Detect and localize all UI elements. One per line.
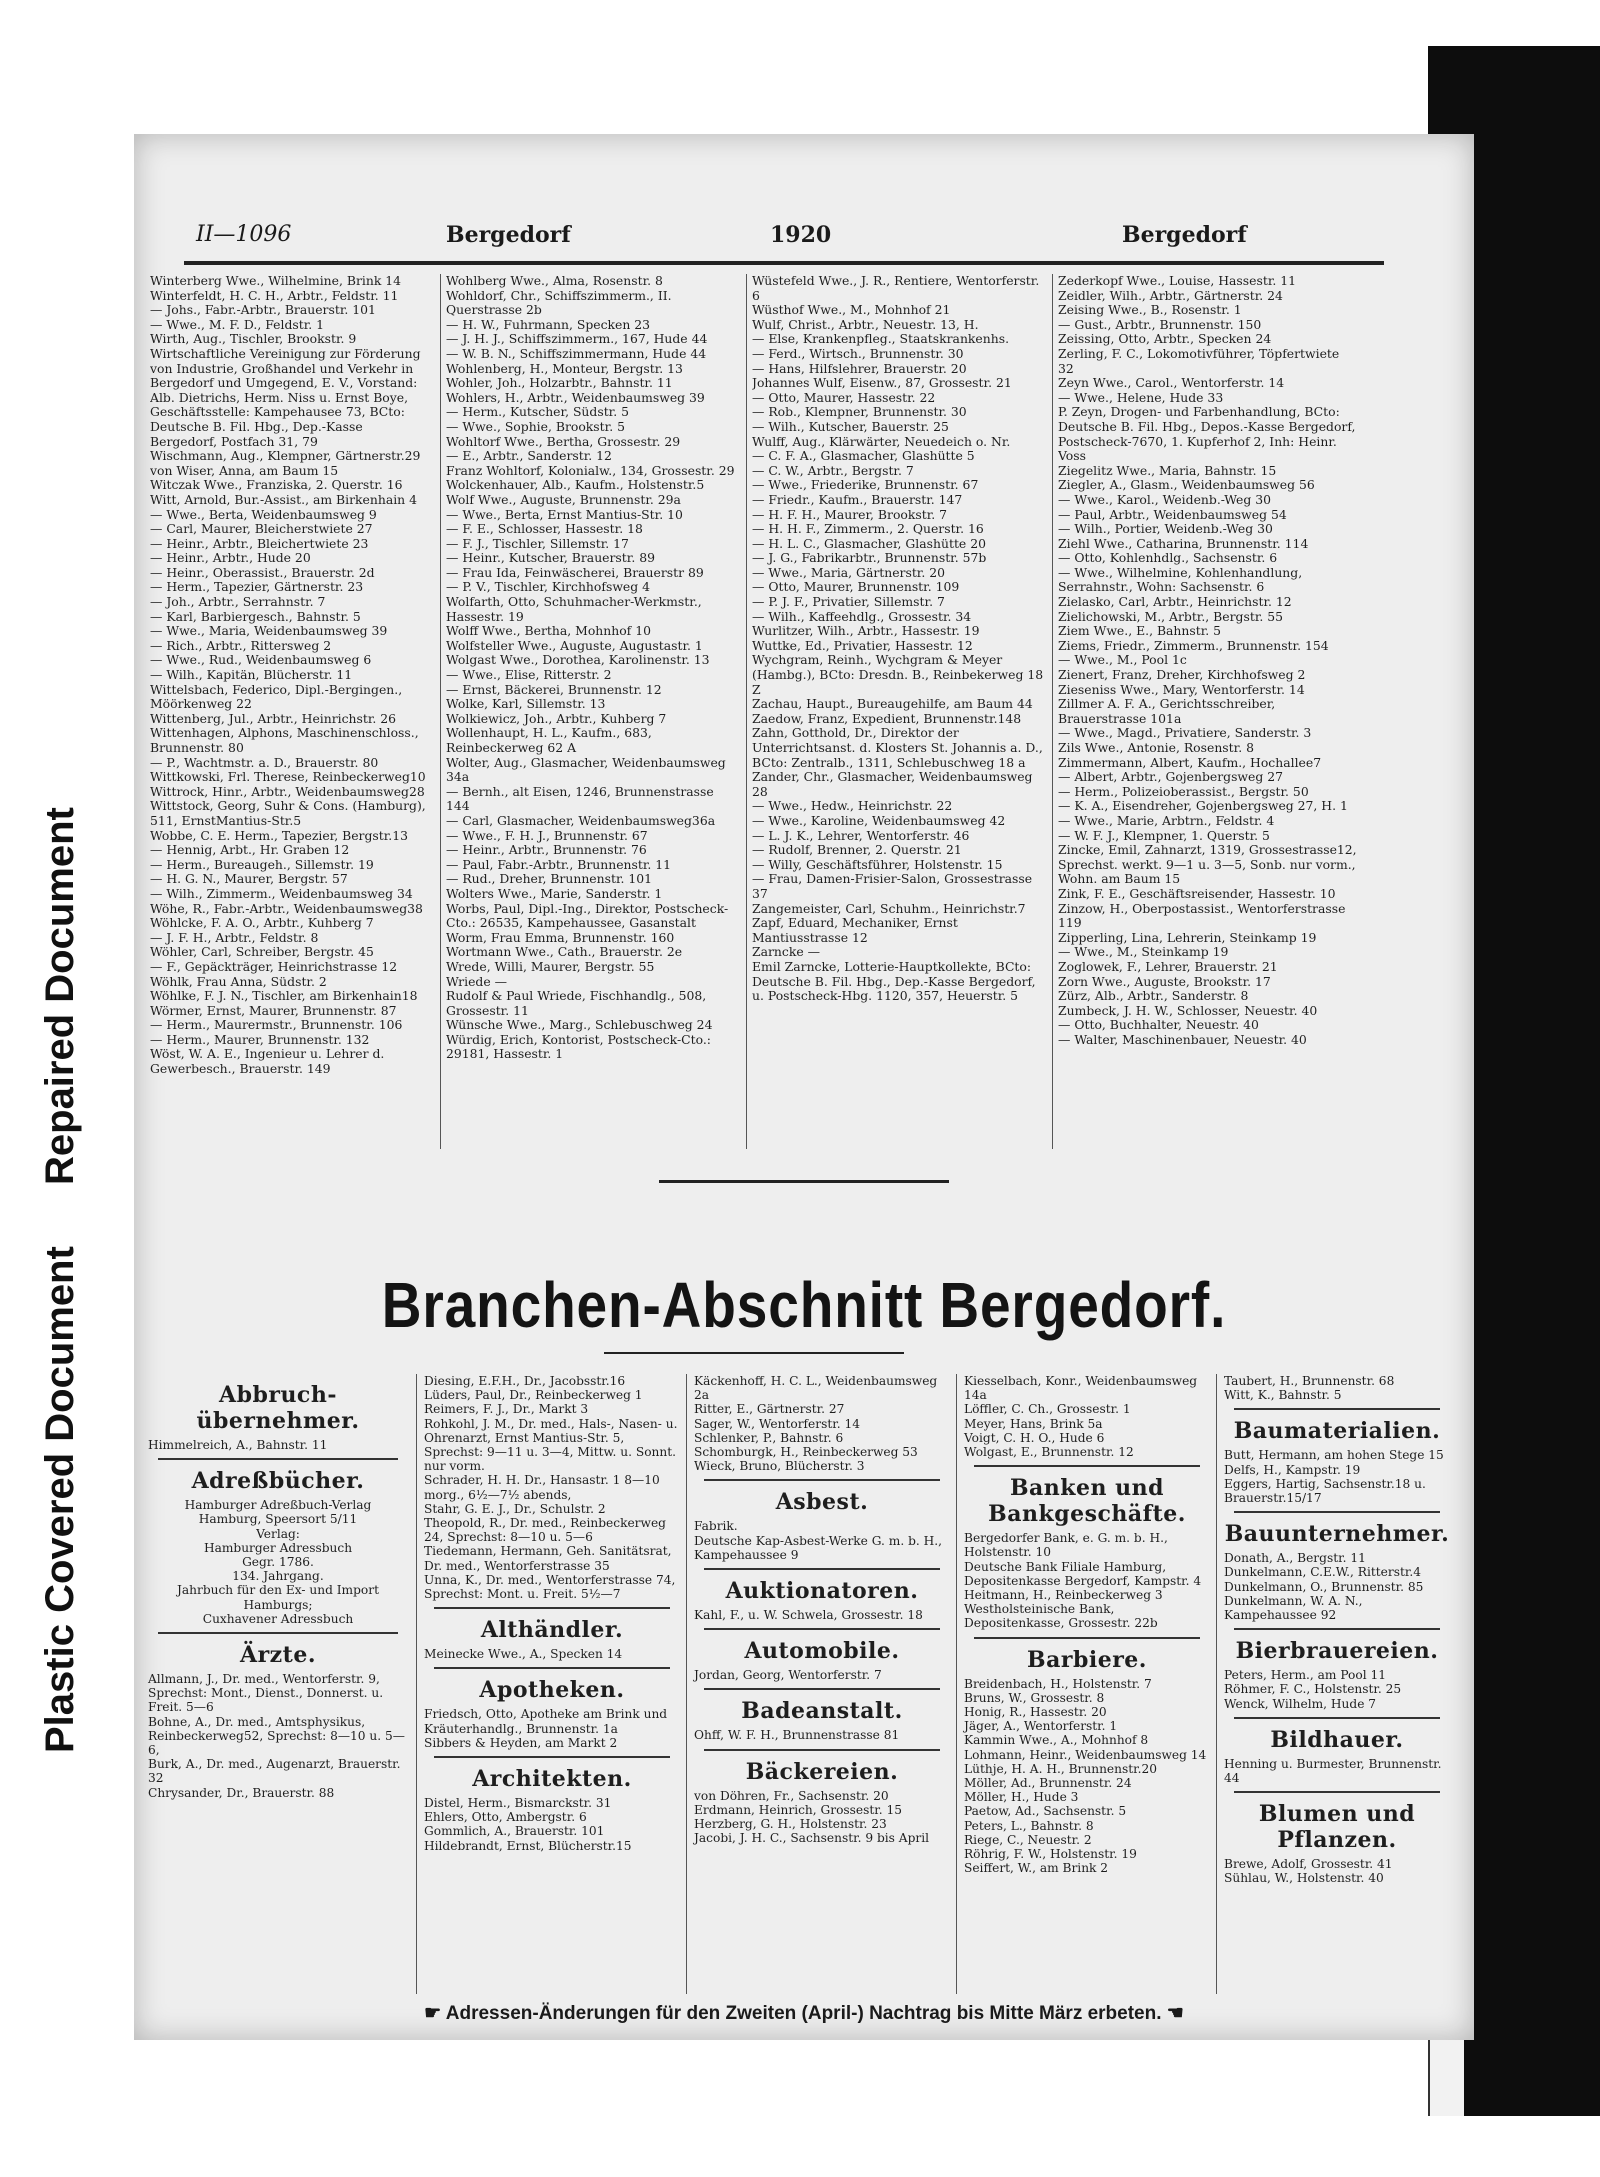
branch-column-5: [1224, 1374, 1450, 1886]
category-entries: Himmelreich, A., Bahnstr. 11: [148, 1438, 328, 1452]
category-entries: Diesing, E.F.H., Dr., Jacobsstr.16 Lüders, Paul, Dr., Reinbeckerweg 1 Reimers, F. J., Dr., Markt 3 Rohkohl, J. M., Dr. med., Hals-, Nasen- u. Ohrenarzt, Ernst Mantius-Str. 5, Sprechst: 9—11 u. 3—4, Mittw. u. Sonnt. nur vorm. Schrader, H. H. Dr., Hansastr. 1 8—10 morg., 6½—7½ abends, Stahr, G. E. J., Dr., Schulstr. 2 Theopold, R., Dr. med., Reinbeckerweg 24, Sprechst: 8—10 u. 5—6 Tiedemann, Hermann, Geh. Sanitätsrat, Dr. med., Wentorferstrasse 35 Unna, K., Dr. med., Wentorferstrasse 74, Sprechst: Mont. u. Freit. 5½—7: [424, 1374, 678, 1602]
category-entries: Bergedorfer Bank, e. G. m. b. H., Holstenstr. 10 Deutsche Bank Filiale Hamburg, Depositenkasse Bergedorf, Kampstr. 4 Heitmann, H., Reinbeckerweg 3 Westholsteinische Bank, Depositenkasse, Grossestr. 22b: [964, 1531, 1202, 1631]
page-number: II—1096: [196, 222, 292, 247]
branch-column-3: [694, 1374, 950, 1845]
category-entries: Ohff, W. F. H., Brunnenstrasse 81: [694, 1728, 900, 1743]
category-heading: Automobile.: [744, 1638, 900, 1665]
category-rule: [704, 1749, 940, 1751]
header-rule: [184, 261, 1384, 265]
category-heading: Auktionatoren.: [725, 1578, 919, 1605]
category-entries: Meinecke Wwe., A., Specken 14: [424, 1647, 623, 1662]
category-entries: Fabrik. Deutsche Kap-Asbest-Werke G. m. b. H., Kampehaussee 9: [694, 1519, 943, 1562]
category-rule: [704, 1479, 940, 1481]
plastic-covered-document-label: Plastic Covered Document: [38, 1246, 82, 1753]
pointing-hand-icon: ☚: [1161, 2003, 1184, 2024]
category-entries: Distel, Herm., Bismarckstr. 31 Ehlers, Otto, Ambergstr. 6 Gommlich, A., Brauerstr. 101 Hildebrandt, Ernst, Blücherstr.15: [424, 1796, 632, 1853]
directory-column-1: Winterberg Wwe., Wilhelmine, Brink 14 Winterfeldt, H. C. H., Arbtr., Feldstr. 11 — Johs., Fabr.-Arbtr., Brauerstr. 101 — Wwe., M. F. D., Feldstr. 1 Wirth, Aug., Tischler, Brookstr. 9 Wirtschaftliche Vereinigung zur Förderung von Industrie, Großhandel und Verkehr in Bergedorf und Umgegend, E. V., Vorstand: Alb. Dietrichs, Herm. Niss u. Ernst Boye, Geschäftsstelle: Kampehausee 73, BCto: Deutsche B. Fil. Hbg., Dep.-Kasse Bergedorf, Postfach 31, 79 Wischmann, Aug., Klempner, Gärtnerstr.29 von Wiser, Anna, am Baum 15 Witczak Wwe., Franziska, 2. Querstr. 16 Witt, Arnold, Bur.-Assist., am Birkenhain 4 — Wwe., Berta, Weidenbaumsweg 9 — Carl, Maurer, Bleicherstwiete 27 — Heinr., Arbtr., Bleichertwiete 23 — Heinr., Arbtr., Hude 20 — Heinr., Oberassist., Brauerstr. 2d — Herm., Tapezier, Gärtnerstr. 23 — Joh., Arbtr., Serrahnstr. 7 — Karl, Barbiergesch., Bahnstr. 5 — Wwe., Maria, Weidenbaumsweg 39 — Rich., Arbtr., Rittersweg 2 — Wwe., Rud., Weidenbaumsweg 6 — Wilh., Kapitän, Blücherstr. 11 Wittelsbach, Federico, Dipl.-Bergingen., Möörkenweg 22 Wittenberg, Jul., Arbtr., Heinrichstr. 26 Wittenhagen, Alphons, Maschinenschloss., Brunnenstr. 80 — P., Wachtmstr. a. D., Brauerstr. 80 Wittkowski, Frl. Therese, Reinbeckerweg10 Wittrock, Hinr., Arbtr., Weidenbaumsweg28 Wittstock, Georg, Suhr & Cons. (Hamburg), 511, ErnstMantius-Str.5 Wobbe, C. E. Herm., Tapezier, Bergstr.13 — Hennig, Arbt., Hr. Graben 12 — Herm., Bureaugeh., Sillemstr. 19 — H. G. N., Maurer, Bergstr. 57 — Wilh., Zimmerm., Weidenbaumsweg 34 Wöhe, R., Fabr.-Arbtr., Weidenbaumsweg38 Wöhlcke, F. A. O., Arbtr., Kuhberg 7 — J. F. H., Arbtr., Feldstr. 8 Wöhler, Carl, Schreiber, Bergstr. 45 — F., Gepäckträger, Heinrichstrasse 12 Wöhlk, Frau Anna, Südstr. 2 Wöhlke, F. J. N., Tischler, am Birkenhain18 Wörmer, Ernst, Maurer, Brunnenstr. 87 — Herm., Maurermstr., Brunnenstr. 106 — Herm., Maurer, Brunnenstr. 132 Wöst, W. A. E., Ingenieur u. Lehrer d. Gewerbesch., Brauerstr. 149: [150, 274, 426, 1077]
column-divider: [440, 274, 441, 1149]
category-rule: [158, 1458, 398, 1460]
category-entries: Peters, Herm., am Pool 11 Röhmer, F. C., Holstenstr. 25 Wenck, Wilhelm, Hude 7: [1224, 1668, 1402, 1711]
category-rule: [1234, 1408, 1440, 1410]
category-heading: Asbest.: [775, 1489, 869, 1516]
category-entries: Taubert, H., Brunnenstr. 68 Witt, K., Bahnstr. 5: [1224, 1374, 1395, 1403]
category-entries: Donath, A., Bergstr. 11 Dunkelmann, C.E.W., Ritterstr.4 Dunkelmann, O., Brunnenstr. 85 Dunkelmann, W. A. N., Kampehaussee 92: [1224, 1551, 1424, 1623]
repaired-document-label: Repaired Document: [38, 807, 82, 1185]
scanned-page: [134, 134, 1474, 2040]
category-entries: von Döhren, Fr., Sachsenstr. 20 Erdmann, Heinrich, Grossestr. 15 Herzberg, G. H., Holstenstr. 23 Jacobi, J. H. C., Sachsenstr. 9 bis April: [694, 1788, 930, 1846]
category-entries: Allmann, J., Dr. med., Wentorferstr. 9, Sprechst: Mont., Dienst., Donnerst. u. Freit. 5—6 Bohne, A., Dr. med., Amtsphysikus, Reinbeckerweg52, Sprechst: 8—10 u. 5—6, Burk, A., Dr. med., Augenarzt, Brauerstr. 32 Chrysander, Dr., Brauerstr. 88: [148, 1672, 405, 1800]
footer-notice: [134, 2002, 1474, 2025]
category-entries: Butt, Hermann, am hohen Stege 15 Delfs, H., Kampstr. 19 Eggers, Hartig, Sachsenstr.18 u. Brauerstr.15/17: [1224, 1448, 1444, 1506]
category-rule: [704, 1568, 940, 1570]
branch-divider: [416, 1374, 417, 1994]
category-rule: [1234, 1791, 1440, 1793]
category-rule: [704, 1628, 940, 1630]
category-rule: [704, 1688, 940, 1690]
category-rule: [1234, 1628, 1440, 1630]
title-underline: [604, 1352, 904, 1354]
category-rule: [974, 1637, 1200, 1639]
branch-divider: [1216, 1374, 1217, 1994]
header-place-left: Bergedorf: [446, 222, 571, 248]
category-heading: Banken und Bankgeschäfte.: [988, 1475, 1186, 1528]
footer-text: Adressen-Änderungen für den Zweiten (April-) Nachtrag bis Mitte März erbeten.: [445, 2003, 1162, 2024]
category-entries: Kiesselbach, Konr., Weidenbaumsweg 14a Löffler, C. Ch., Grossestr. 1 Meyer, Hans, Brink 5a Voigt, C. H. O., Hude 6 Wolgast, E., Brunnenstr. 12: [964, 1374, 1198, 1460]
directory-column-4: Zederkopf Wwe., Louise, Hassestr. 11 Zeidler, Wilh., Arbtr., Gärtnerstr. 24 Zeising Wwe., B., Rosenstr. 1 — Gust., Arbtr., Brunnenstr. 150 Zeissing, Otto, Arbtr., Specken 24 Zerling, F. C., Lokomotivführer, Töpfertwiete 32 Zeyn Wwe., Carol., Wentorferstr. 14 — Wwe., Helene, Hude 33 P. Zeyn, Drogen- und Farbenhandlung, BCto: Deutsche B. Fil. Hbg., Depos.-Kasse Bergedorf, Postscheck-7670, 1. Kupferhof 2, Inh: Heinr. Voss Ziegelitz Wwe., Maria, Bahnstr. 15 Ziegler, A., Glasm., Weidenbaumsweg 56 — Wwe., Karol., Weidenb.-Weg 30 — Paul, Arbtr., Weidenbaumsweg 54 — Wilh., Portier, Weidenb.-Weg 30 Ziehl Wwe., Catharina, Brunnenstr. 114 — Otto, Kohlenhdlg., Sachsenstr. 6 — Wwe., Wilhelmine, Kohlenhandlung, Serrahnstr., Wohn: Sachsenstr. 6 Zielasko, Carl, Arbtr., Heinrichstr. 12 Zielichowski, M., Arbtr., Bergstr. 55 Ziem Wwe., E., Bahnstr. 5 Ziems, Friedr., Zimmerm., Brunnenstr. 154 — Wwe., M., Pool 1c Zienert, Franz, Dreher, Kirchhofsweg 2 Zieseniss Wwe., Mary, Wentorferstr. 14 Zillmer A. F. A., Gerichtsschreiber, Brauerstrasse 101a — Wwe., Magd., Privatiere, Sanderstr. 3 Zils Wwe., Antonie, Rosenstr. 8 Zimmermann, Albert, Kaufm., Hochallee7 — Albert, Arbtr., Gojenbergsweg 27 — Herm., Polizeioberassist., Bergstr. 50 — K. A., Eisendreher, Gojenbergsweg 27, H. 1 — Wwe., Marie, Arbtrn., Feldstr. 4 — W. F. J., Klempner, 1. Querstr. 5 Zincke, Emil, Zahnarzt, 1319, Grossestrasse12, Sprechst. werkt. 9—1 u. 3—5, Sonb. nur vorm., Wohn. am Baum 15 Zink, F. E., Geschäftsreisender, Hassestr. 10 Zinzow, H., Oberpostassist., Wentorferstrasse 119 Zipperling, Lina, Lehrerin, Steinkamp 19 — Wwe., M., Steinkamp 19 Zoglowek, F., Lehrer, Brauerstr. 21 Zorn Wwe., Auguste, Brookstr. 17 Zürz, Alb., Arbtr., Sanderstr. 8 Zumbeck, J. H. W., Schlosser, Neuestr. 40 — Otto, Buchhalter, Neuestr. 40 — Walter, Maschinenbauer, Neuestr. 40: [1058, 274, 1357, 1047]
header-year: 1920: [770, 222, 832, 248]
category-heading: Blumen und Pflanzen.: [1258, 1801, 1416, 1854]
category-heading: Bildhauer.: [1270, 1726, 1404, 1753]
category-heading: Badeanstalt.: [741, 1698, 903, 1725]
page-header: [196, 222, 1376, 254]
category-rule: [434, 1667, 670, 1669]
category-heading: Adreßbücher.: [191, 1468, 365, 1495]
section-title: Branchen-Abschnitt Bergedorf.: [381, 1269, 1227, 1341]
category-rule: [1234, 1511, 1440, 1513]
category-heading: Bierbrauereien.: [1235, 1638, 1439, 1665]
category-heading: Bäckereien.: [745, 1758, 899, 1785]
category-heading: Ärzte.: [240, 1642, 316, 1669]
branch-column-4: [964, 1374, 1210, 1875]
branch-column-2: [424, 1374, 680, 1853]
category-entries: Käckenhoff, H. C. L., Weidenbaumsweg 2a Ritter, E., Gärtnerstr. 27 Sager, W., Wentorferstr. 14 Schlenker, P., Bahnstr. 6 Schomburgk, H., Reinbeckerweg 53 Wieck, Bruno, Blücherstr. 3: [694, 1374, 938, 1474]
category-heading: Baumaterialien.: [1233, 1418, 1441, 1445]
pointing-hand-icon: ☛: [424, 2003, 446, 2024]
branch-divider: [686, 1374, 687, 1994]
category-entries: Hamburger Adreßbuch-Verlag Hamburg, Speersort 5/11 Verlag: Hamburger Adressbuch Gegr. 1786. 134. Jahrgang. Jahrbuch für den Ex- und Import Hamburgs; Cuxhavener Adressbuch: [177, 1498, 379, 1626]
branch-divider: [956, 1374, 957, 1994]
category-rule: [158, 1632, 398, 1634]
category-heading: Barbiere.: [1027, 1646, 1147, 1673]
category-entries: Friedsch, Otto, Apotheke am Brink und Kräuterhandlg., Brunnenstr. 1a Sibbers & Heyden, am Markt 2: [424, 1707, 668, 1750]
category-heading: Abbruch-übernehmer.: [196, 1382, 360, 1434]
directory-column-2: Wohlberg Wwe., Alma, Rosenstr. 8 Wohldorf, Chr., Schiffszimmerm., II. Querstrasse 2b — H. W., Fuhrmann, Specken 23 — J. H. J., Schiffszimmerm., 167, Hude 44 — W. B. N., Schiffszimmermann, Hude 44 Wohlenberg, H., Monteur, Bergstr. 13 Wohler, Joh., Holzarbtr., Bahnstr. 11 Wohlers, H., Arbtr., Weidenbaumsweg 39 — Herm., Kutscher, Südstr. 5 — Wwe., Sophie, Brookstr. 5 Wohltorf Wwe., Bertha, Grossestr. 29 — E., Arbtr., Sanderstr. 12 Franz Wohltorf, Kolonialw., 134, Grossestr. 29 Wolckenhauer, Alb., Kaufm., Holstenstr.5 Wolf Wwe., Auguste, Brunnenstr. 29a — Wwe., Berta, Ernst Mantius-Str. 10 — F. E., Schlosser, Hassestr. 18 — F. J., Tischler, Sillemstr. 17 — Heinr., Kutscher, Brauerstr. 89 — Frau Ida, Feinwäscherei, Brauerstr 89 — P. V., Tischler, Kirchhofsweg 4 Wolfarth, Otto, Schuhmacher-Werkmstr., Hassestr. 19 Wolff Wwe., Bertha, Mohnhof 10 Wolfsteller Wwe., Auguste, Augustastr. 1 Wolgast Wwe., Dorothea, Karolinenstr. 13 — Wwe., Elise, Ritterstr. 2 — Ernst, Bäckerei, Brunnenstr. 12 Wolke, Karl, Sillemstr. 13 Wolkiewicz, Joh., Arbtr., Kuhberg 7 Wollenhaupt, H. L., Kaufm., 683, Reinbeckerweg 62 A Wolter, Aug., Glasmacher, Weidenbaumsweg 34a — Bernh., alt Eisen, 1246, Brunnenstrasse 144 — Carl, Glasmacher, Weidenbaumsweg36a — Wwe., F. H. J., Brunnenstr. 67 — Heinr., Arbtr., Brunnenstr. 76 — Paul, Fabr.-Arbtr., Brunnenstr. 11 — Rud., Dreher, Brunnenstr. 101 Wolters Wwe., Marie, Sanderstr. 1 Worbs, Paul, Dipl.-Ing., Direktor, Postscheck-Cto.: 26535, Kampehaussee, Gasanstalt Worm, Frau Emma, Brunnenstr. 160 Wortmann Wwe., Cath., Brauerstr. 2e Wrede, Willi, Maurer, Bergstr. 55 Wriede — Rudolf & Paul Wriede, Fischhandlg., 508, Grossestr. 11 Wünsche Wwe., Marg., Schlebuschweg 24 Würdig, Erich, Kontorist, Postscheck-Cto.: 29181, Hassestr. 1: [446, 274, 735, 1062]
category-rule: [434, 1607, 670, 1609]
category-entries: Kahl, F., u. W. Schwela, Grossestr. 18: [694, 1608, 923, 1623]
category-rule: [434, 1756, 670, 1758]
category-entries: Henning u. Burmester, Brunnenstr. 44: [1224, 1756, 1442, 1786]
column-divider: [1052, 274, 1053, 1149]
category-heading: Architekten.: [472, 1766, 632, 1793]
column-divider: [746, 274, 747, 1149]
directory-column-3: Wüstefeld Wwe., J. R., Rentiere, Wentorferstr. 6 Wüsthof Wwe., M., Mohnhof 21 Wulf, Christ., Arbtr., Neuestr. 13, H. — Else, Krankenpfleg., Staatskrankenhs. — Ferd., Wirtsch., Brunnenstr. 30 — Hans, Hilfslehrer, Brauerstr. 20 Johannes Wulf, Eisenw., 87, Grossestr. 21 — Otto, Maurer, Hassestr. 22 — Rob., Klempner, Brunnenstr. 30 — Wilh., Kutscher, Bauerstr. 25 Wulff, Aug., Klärwärter, Neuedeich o. Nr. — C. F. A., Glasmacher, Glashütte 5 — C. W., Arbtr., Bergstr. 7 — Wwe., Friederike, Brunnenstr. 67 — Friedr., Kaufm., Brauerstr. 147 — H. F. H., Maurer, Brookstr. 7 — H. H. F., Zimmerm., 2. Querstr. 16 — H. L. C., Glasmacher, Glashütte 20 — J. G., Fabrikarbtr., Brunnenstr. 57b — Wwe., Maria, Gärtnerstr. 20 — Otto, Maurer, Brunnenstr. 109 — P. J. F., Privatier, Sillemstr. 7 — Wilh., Kaffeehdlg., Grossestr. 34 Wurlitzer, Wilh., Arbtr., Hassestr. 19 Wuttke, Ed., Privatier, Hassestr. 12 Wychgram, Reinh., Wychgram & Meyer (Hambg.), BCto: Dresdn. B., Reinbekerweg 18 Z Zachau, Haupt., Bureaugehilfe, am Baum 44 Zaedow, Franz, Expedient, Brunnenstr.148 Zahn, Gotthold, Dr., Direktor der Unterrichtsanst. d. Klosters St. Johannis a. D., BCto: Zentralb., 1311, Schlebuschweg 18 a Zander, Chr., Glasmacher, Weidenbaumsweg 28 — Wwe., Hedw., Heinrichstr. 22 — Wwe., Karoline, Weidenbaumsweg 42 — L. J. K., Lehrer, Wentorferstr. 46 — Rudolf, Brenner, 2. Querstr. 21 — Willy, Geschäftsführer, Holstenstr. 15 — Frau, Damen-Frisier-Salon, Grossestrasse 37 Zangemeister, Carl, Schuhm., Heinrichstr.7 Zapf, Eduard, Mechaniker, Ernst Mantiusstrasse 12 Zarncke — Emil Zarncke, Lotterie-Hauptkollekte, BCto: Deutsche B. Fil. Hbg., Dep.-Kasse Bergedorf, u. Postscheck-Hbg. 1120, 357, Heuerstr. 5: [752, 274, 1044, 1004]
category-heading: Bauunternehmer.: [1224, 1521, 1450, 1548]
category-rule: [1234, 1717, 1440, 1719]
category-entries: Breidenbach, H., Holstenstr. 7 Bruns, W., Grossestr. 8 Honig, R., Hassestr. 20 Jäger, A., Wentorferstr. 1 Kammin Wwe., A., Mohnhof 8 Lohmann, Heinr., Weidenbaumsweg 14 Lüthje, H. A. H., Brunnenstr.20 Möller, Ad., Brunnenstr. 24 Möller, H., Hude 3 Paetow, Ad., Sachsenstr. 5 Peters, L., Bahnstr. 8 Riege, C., Neuestr. 2 Röhrig, F. W., Holstenstr. 19 Seiffert, W., am Brink 2: [964, 1676, 1207, 1876]
category-heading: Apotheken.: [479, 1677, 625, 1704]
section-separator: [659, 1180, 949, 1183]
header-place-right: Bergedorf: [1122, 222, 1247, 248]
branch-column-1: [148, 1374, 408, 1800]
category-entries: Brewe, Adolf, Grossestr. 41 Sühlau, W., Holstenstr. 40: [1224, 1857, 1393, 1886]
category-entries: Jordan, Georg, Wentorferstr. 7: [694, 1668, 882, 1683]
category-heading: Althändler.: [480, 1617, 624, 1644]
category-rule: [974, 1465, 1200, 1467]
